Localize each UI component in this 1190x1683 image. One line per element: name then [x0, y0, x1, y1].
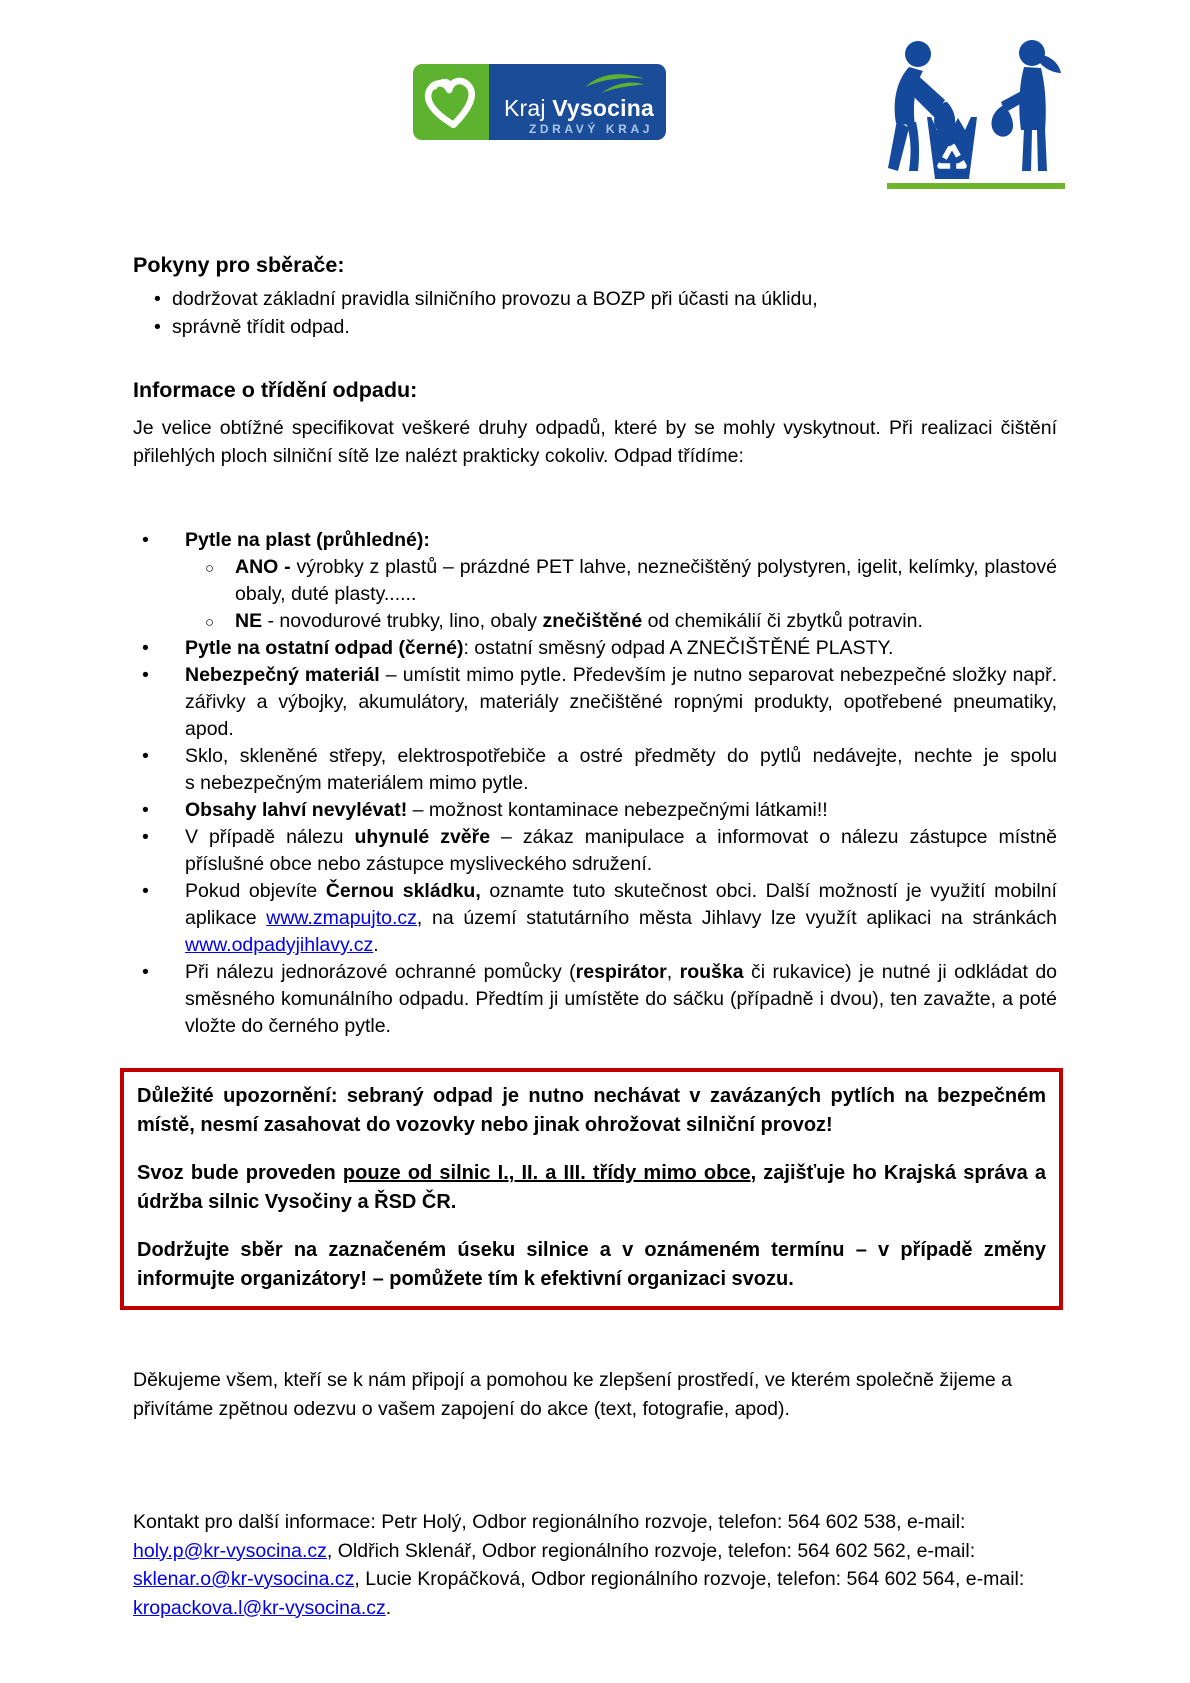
text-run: . [385, 1596, 392, 1619]
text-run: Sklo, skleněné střepy, elektrospotřebiče a ostré předměty do pytlů nedávejte, nechte je spolu s nebezpečným materiálem mimo pytle. [185, 745, 1057, 794]
section-heading-pokyny: Pokyny pro sběrače: [133, 253, 345, 277]
text-run: znečištěné [542, 610, 643, 632]
list-item: • dodržovat základní pravidla silničního provozu a BOZP při účasti na úklidu, [133, 285, 1057, 313]
text-run: pouze od silnic I., II. a III. třídy mimo obce [342, 1162, 751, 1184]
text-link[interactable]: sklenar.o@kr-vysocina.cz [133, 1568, 355, 1590]
text-link[interactable]: kropackova.l@kr-vysocina.cz [133, 1596, 386, 1619]
text-run: - novodurové trubky, lino, obaly [262, 610, 543, 632]
text-run: – zákaz manipulace a informovat o nálezu zástupce místně příslušné obce nebo zástupce mysliveckého sdružení. [185, 826, 1058, 875]
text-run: , Oldřich Sklenář, Odbor regionálního rozvoje, telefon: 564 602 562, e-mail: [326, 1539, 976, 1562]
logo-subtitle: ZDRAVÝ KRAJ [528, 122, 653, 136]
text-run: . [373, 934, 379, 956]
notice-paragraph [137, 1236, 1046, 1293]
notice-paragraph [137, 1082, 1046, 1139]
waste-list-item [133, 662, 1057, 743]
waste-sub-item [185, 608, 1057, 635]
text-run: Při nálezu jednorázové ochranné pomůcky ( [185, 961, 576, 983]
text-run: – možnost kontaminace nebezpečnými látkami!! [407, 799, 828, 821]
text-run: Obsahy lahví nevylévat! [185, 799, 408, 821]
waste-list-item [133, 878, 1057, 959]
text-run: od chemikálií či zbytků potravin. [642, 610, 923, 632]
text-run: V případě nálezu [185, 826, 355, 848]
text-run: Pokud objevíte [185, 880, 326, 902]
logo-kraj-text: Kraj [503, 95, 546, 121]
waste-list-item [133, 527, 1057, 635]
text-run: Dodržujte sběr na zaznačeném úseku silnice a v oznámeném termínu – v případě změny informujte organizátory! – pomůžete tím k efektivní organizaci svozu. [137, 1239, 1046, 1290]
text-run: oznamte tuto skutečnost obci. Další možností je využití mobilní aplikace [185, 880, 1057, 929]
text-link[interactable]: www.zmapujto.cz [266, 907, 417, 929]
pokyny-list [133, 285, 1057, 341]
text-run: Nebezpečný materiál [185, 664, 380, 686]
waste-sub-item [185, 554, 1057, 608]
waste-list-item [133, 824, 1057, 878]
text-run: ANO - [235, 556, 297, 578]
contact-paragraph [133, 1508, 1057, 1622]
waste-list-item [133, 743, 1057, 797]
text-link[interactable]: www.odpadyjihlavy.cz [185, 934, 374, 956]
notice-paragraph [137, 1159, 1046, 1216]
section-heading-informace: Informace o třídění odpadu: [133, 378, 418, 402]
intro-paragraph: Je velice obtížné specifikovat veškeré druhy odpadů, které by se mohly vyskytnout. Při realizaci čištění přilehlých ploch silniční sítě lze nalézt prakticky cokoliv. Odpad třídíme: [133, 417, 1057, 467]
document-content [133, 0, 1057, 1622]
text-run: : ostatní směsný odpad A ZNEČIŠTĚNÉ PLASTY. [463, 637, 894, 659]
text-run: rouška [679, 961, 744, 983]
text-run: Důležité upozornění: sebraný odpad je nutno nechávat v zavázaných pytlích na bezpečném místě, nesmí zasahovat do vozovky nebo jinak ohrožovat silniční provoz! [137, 1085, 1046, 1136]
text-run: – umístit mimo pytle. Především je nutno separovat nebezpečné složky např. zářivky a výbojky, akumulátory, materiály znečištěné ropnými produkty, opotřebené pneumatiky, apod. [185, 664, 1057, 740]
text-run: Černou skládku, [325, 880, 481, 902]
text-run: NE [235, 610, 263, 632]
text-run: výrobky z plastů – prázdné PET lahve, neznečištěný polystyren, igelit, kelímky, plastové obaly, duté plasty...... [235, 556, 1057, 605]
waste-list [133, 527, 1057, 1040]
logo-vysocina-text: Vysocina [552, 95, 654, 121]
waste-list-item [133, 635, 1057, 662]
text-run: , [666, 961, 680, 983]
text-run: uhynulé zvěře [354, 826, 491, 848]
list-item: • správně třídit odpad. [133, 313, 1057, 341]
text-run: , zajišťuje ho Krajská správa a údržba silnic Vysočiny a ŘSD ČR. [137, 1162, 1047, 1213]
waste-list-item [133, 959, 1057, 1040]
text-link[interactable]: holy.p@kr-vysocina.cz [133, 1539, 327, 1562]
text-run: či rukavice) je nutné ji odkládat do směsného komunálního odpadu. Předtím ji umístěte do sáčku (případně i dvou), ten zavažte, a poté vložte do černého pytle. [185, 961, 1058, 1037]
text-run: Kontakt pro další informace: Petr Holý, Odbor regionálního rozvoje, telefon: 564 602 538, e-mail: [133, 1511, 966, 1533]
waste-list-item [133, 797, 1057, 824]
important-notice-box [120, 1068, 1063, 1310]
text-run: , na území statutárního města Jihlavy lze využít aplikaci na stránkách [416, 907, 1058, 929]
text-run: respirátor [575, 961, 667, 983]
text-run: Svoz bude proveden [137, 1162, 343, 1184]
text-run: Pytle na ostatní odpad (černé) [185, 637, 464, 659]
text-run: , Lucie Kropáčková, Odbor regionálního rozvoje, telefon: 564 602 564, e-mail: [354, 1568, 1025, 1590]
thanks-paragraph: Děkujeme všem, kteří se k nám připojí a pomohou ke zlepšení prostředí, ve kterém společně žijeme a přivítáme zpětnou odezvu o vašem zapojení do akce (text, fotografie, apod). [133, 1369, 1012, 1420]
text-run: Pytle na plast (průhledné): [185, 529, 430, 551]
waste-sub-list [185, 554, 1057, 635]
